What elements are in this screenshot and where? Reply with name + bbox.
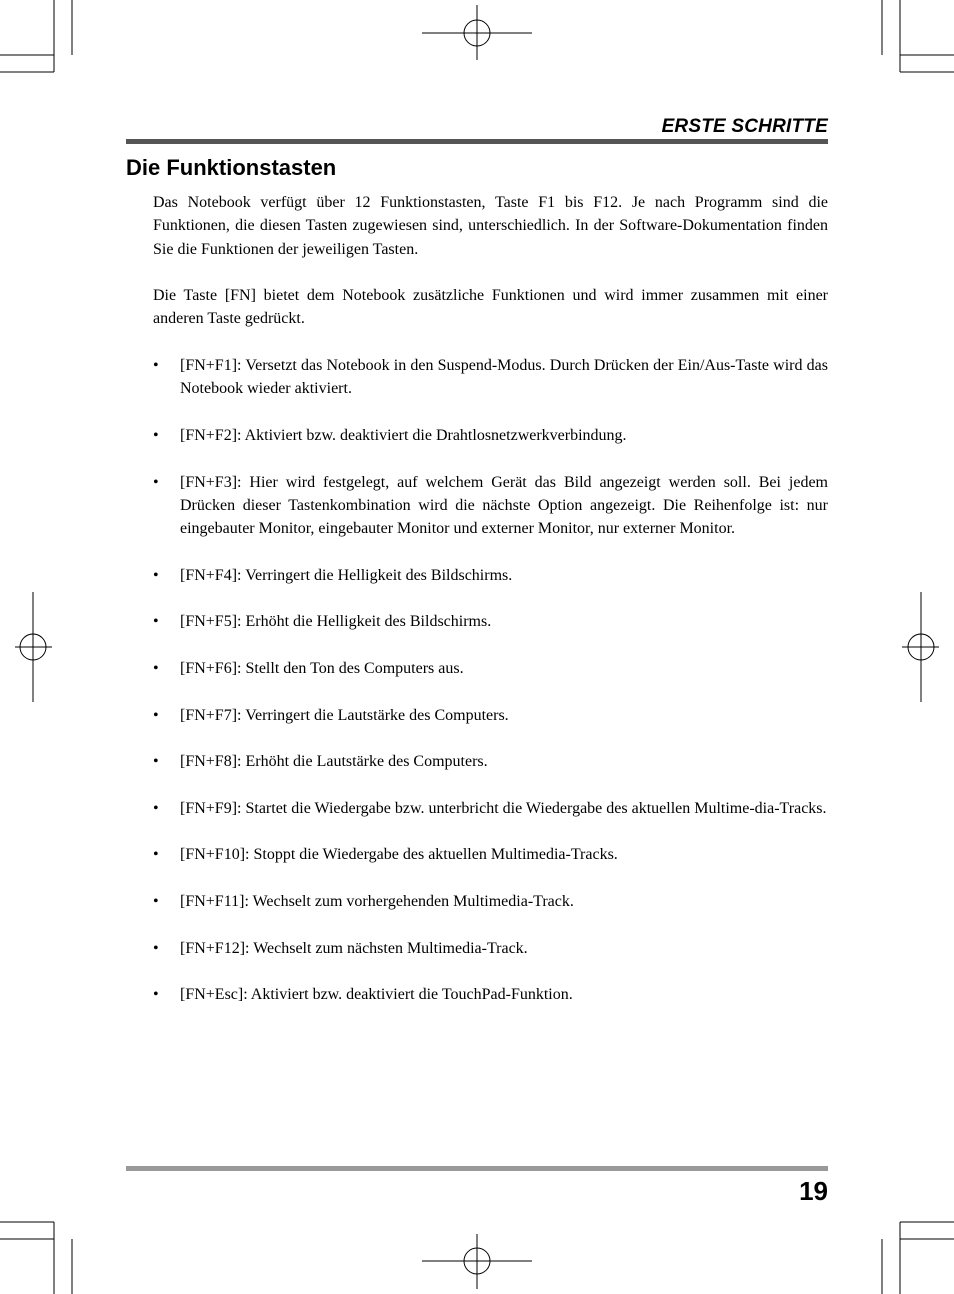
function-key-list — [153, 354, 828, 1006]
bullet-icon: • — [153, 566, 159, 584]
bullet-icon: • — [153, 753, 159, 771]
bullet-icon: • — [153, 473, 159, 491]
page-number: 19 — [799, 1176, 828, 1206]
list-item-text: [FN+F9]: Startet die Wiedergabe bzw. unterbricht die Wiedergabe des aktuellen Multime-dia-Tracks. — [180, 799, 827, 817]
bullet-icon: • — [153, 426, 159, 444]
list-item-text: [FN+F5]: Erhöht die Helligkeit des Bildschirms. — [180, 613, 492, 631]
list-item — [153, 983, 828, 1006]
list-item — [153, 657, 828, 680]
registration-mark-bottom — [422, 1234, 532, 1289]
list-item-text: [FN+F10]: Stoppt die Wiedergabe des aktuellen Multimedia-Tracks. — [180, 846, 618, 864]
list-item-text: [FN+F1]: Versetzt das Notebook in den Suspend-Modus. Durch Drücken der Ein/Aus-Taste wird das Notebook wieder aktiviert. — [180, 357, 828, 398]
list-item-text: [FN+F7]: Verringert die Lautstärke des Computers. — [180, 706, 509, 724]
page-content — [153, 191, 828, 1006]
list-item — [153, 750, 828, 773]
list-item — [153, 354, 828, 401]
list-item-text: [FN+Esc]: Aktiviert bzw. deaktiviert die TouchPad-Funktion. — [180, 986, 573, 1004]
page-title: Die Funktionstasten — [126, 155, 337, 180]
bullet-icon: • — [153, 986, 159, 1004]
bullet-icon: • — [153, 939, 159, 957]
intro-paragraph: Das Notebook verfügt über 12 Funktionstasten, Taste F1 bis F12. Je nach Programm sind die Funktionen, die diesen Tasten zugewiesen sind, unterschiedlich. In der Software-Dokumentation finden Sie die Funktionen der jeweiligen Tasten. — [153, 194, 828, 258]
bullet-icon: • — [153, 613, 159, 631]
list-item — [153, 564, 828, 587]
list-item-text: [FN+F4]: Verringert die Helligkeit des Bildschirms. — [180, 566, 513, 584]
registration-mark-right — [902, 592, 939, 702]
list-item-text: [FN+F6]: Stellt den Ton des Computers aus. — [180, 659, 464, 677]
list-item — [153, 610, 828, 633]
bullet-icon: • — [153, 799, 159, 817]
list-item — [153, 424, 828, 447]
bullet-icon: • — [153, 659, 159, 677]
registration-mark-top — [422, 5, 532, 60]
header-rule — [126, 139, 828, 144]
fn-note-paragraph: Die Taste [FN] bietet dem Notebook zusätzliche Funktionen und wird immer zusammen mit einer anderen Taste gedrückt. — [153, 287, 828, 328]
bullet-icon: • — [153, 706, 159, 724]
list-item-text: [FN+F8]: Erhöht die Lautstärke des Computers. — [180, 753, 488, 771]
footer-rule — [126, 1166, 828, 1171]
list-item-text: [FN+F3]: Hier wird festgelegt, auf welchem Gerät das Bild angezeigt werden soll. Bei jedem Drücken dieser Tastenkombination wird die nächste Option angezeigt. Die Reihenfolge ist: nur eingebauter Monitor, eingebauter Monitor und externer Monitor, nur externer Monitor. — [180, 473, 828, 538]
list-item-text: [FN+F12]: Wechselt zum nächsten Multimedia-Track. — [180, 939, 528, 957]
bullet-icon: • — [153, 846, 159, 864]
list-item — [153, 890, 828, 913]
list-item — [153, 471, 828, 541]
list-item — [153, 843, 828, 866]
list-item — [153, 937, 828, 960]
list-item-text: [FN+F2]: Aktiviert bzw. deaktiviert die Drahtlosnetzwerkverbindung. — [180, 426, 627, 444]
bullet-icon: • — [153, 357, 159, 375]
section-label: ERSTE SCHRITTE — [661, 116, 828, 137]
bullet-icon: • — [153, 892, 159, 910]
list-item — [153, 704, 828, 727]
list-item-text: [FN+F11]: Wechselt zum vorhergehenden Multimedia-Track. — [180, 892, 574, 910]
registration-mark-left — [15, 592, 52, 702]
list-item — [153, 797, 828, 820]
